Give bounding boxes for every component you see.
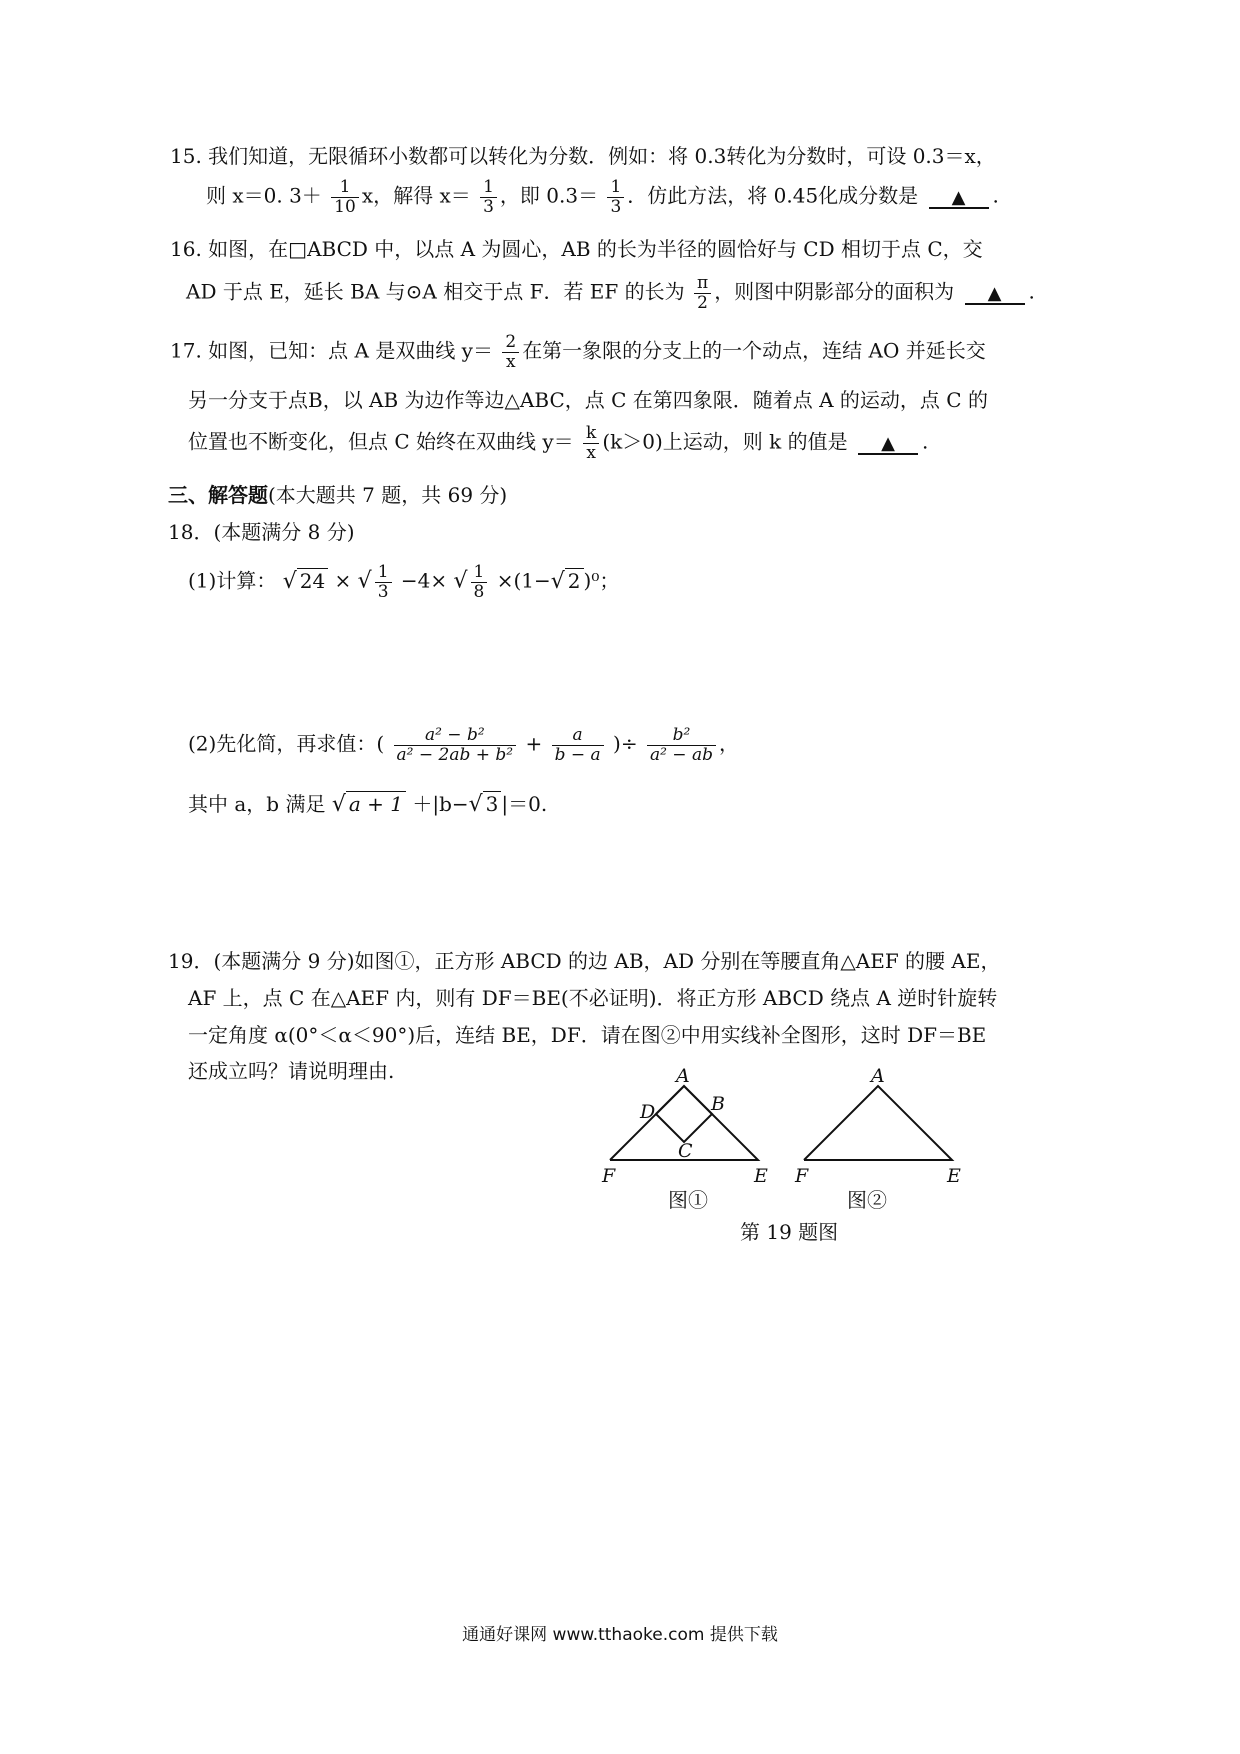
q18-condition: 其中 a，b 满足 √ a + 1 ＋|b−√ 3 |＝0.	[188, 792, 548, 817]
fig2-label-E: E	[947, 1165, 961, 1187]
sqrt-1-8: √ $\frac{1}{8}$	[454, 563, 491, 601]
fig1-label-F: F	[602, 1165, 616, 1187]
fraction-1-3: $\frac{1}{3}$	[480, 178, 497, 216]
section-3-heading: 三、解答题(本大题共 7 题，共 69 分)	[168, 483, 508, 507]
figure-caption: 第 19 题图	[740, 1220, 839, 1244]
fig2-label-A: A	[871, 1065, 885, 1087]
fraction-expr1: $\frac{\text{a² − b²}}{\text{a² − 2ab + b²}}$	[394, 726, 517, 764]
fraction-expr2: $\frac{a}{b - a}$	[552, 726, 604, 764]
sqrt-24: √ 24	[283, 569, 328, 595]
sqrt-1-3: √ $\frac{1}{3}$	[358, 563, 395, 601]
fraction-expr3: $\frac{\text{b²}}{\text{a² − ab}}$	[647, 726, 716, 764]
fraction-2-x: $\frac{2}{x}$	[502, 333, 519, 371]
q17-line3: 位置也不断变化，但点 C 始终在双曲线 y＝ $\frac{k}{x}$ (k＞0)上运动，则 k 的值是 ▲ .	[188, 423, 929, 463]
fig1-label-A: A	[676, 1065, 690, 1087]
answer-blank-16: ▲	[965, 284, 1025, 306]
fraction-k-x: $\frac{k}{x}$	[583, 424, 599, 462]
q18-part2: (2)先化简，再求值：( $\frac{\text{a² − b²}}{\text{a² − 2ab + b²}}$ + $\frac{a}{b - a}$ )÷ $\frac{\text{b²}}{\text{a² − ab}}$ ，	[188, 725, 739, 765]
sqrt-2: √ 2	[551, 569, 584, 595]
fig1-label-B: B	[711, 1093, 725, 1115]
figure-19	[590, 1060, 990, 1190]
answer-blank-15: ▲	[929, 188, 989, 210]
q16-line2: AD 于点 E，延长 BA 与⊙A 相交于点 F．若 EF 的长为 $\frac{\pi}{2}$ ，则图中阴影部分的面积为 ▲ .	[186, 273, 1035, 313]
fraction-pi-2: $\frac{\pi}{2}$	[694, 274, 711, 312]
figure-1-caption: 图①	[668, 1188, 708, 1212]
q19-line2: AF 上，点 C 在△AEF 内，则有 DF＝BE(不必证明)．将正方形 ABCD 绕点 A 逆时针旋转	[188, 986, 998, 1010]
figure-2-caption: 图②	[847, 1188, 887, 1212]
q17-line2: 另一分支于点B，以 AB 为边作等边△ABC，点 C 在第四象限．随着点 A 的运动，点 C 的	[188, 388, 988, 412]
answer-blank-17: ▲	[858, 434, 918, 456]
q19-line3: 一定角度 α(0°＜α＜90°)后，连结 BE，DF．请在图②中用实线补全图形，这时 DF＝BE	[188, 1023, 987, 1047]
q18-part1: (1)计算： √ 24 × √ $\frac{1}{3}$ −4× √ $\frac{1}{8}$ ×(1−√ 2 )⁰；	[188, 562, 620, 602]
fraction-1-10: $\frac{1}{10}$	[331, 178, 359, 216]
fig1-label-C: C	[678, 1140, 693, 1162]
figure-2	[794, 1065, 961, 1187]
figure-1	[601, 1065, 768, 1187]
q15-line2: 则 x＝0. 3＋ $\frac{1}{10}$ x，解得 x＝ $\frac{1}{3}$ ，即 0.3＝ $\frac{1}{3}$ ．仿此方法，将 0.45化成分数是 ▲ .	[206, 177, 999, 217]
q19-line4: 还成立吗？请说明理由.	[188, 1059, 395, 1083]
q17-line1: 17. 如图，已知：点 A 是双曲线 y＝ $\frac{2}{x}$ 在第一象限的分支上的一个动点，连结 AO 并延长交	[170, 332, 986, 372]
q16-line1: 16. 如图，在□ABCD 中，以点 A 为圆心，AB 的长为半径的圆恰好与 CD 相切于点 C，交	[170, 237, 983, 261]
fig1-label-E: E	[754, 1165, 768, 1187]
fig1-label-D: D	[640, 1101, 656, 1123]
q18-heading: 18．(本题满分 8 分)	[168, 520, 355, 544]
sqrt-a-plus-1: √ a + 1	[332, 792, 406, 818]
fig2-label-F: F	[795, 1165, 809, 1187]
fraction-1-3b: $\frac{1}{3}$	[607, 178, 624, 216]
q15-line1: 15. 我们知道，无限循环小数都可以转化为分数．例如：将 0.3转化为分数时，可设 0.3＝x，	[170, 144, 996, 168]
footer: 通通好课网 www.tthaoke.com 提供下载	[462, 1625, 778, 1645]
sqrt-3: √ 3	[469, 792, 502, 818]
q19-line1: 19．(本题满分 9 分)如图①，正方形 ABCD 的边 AB，AD 分别在等腰直角△AEF 的腰 AE，	[168, 949, 1001, 973]
